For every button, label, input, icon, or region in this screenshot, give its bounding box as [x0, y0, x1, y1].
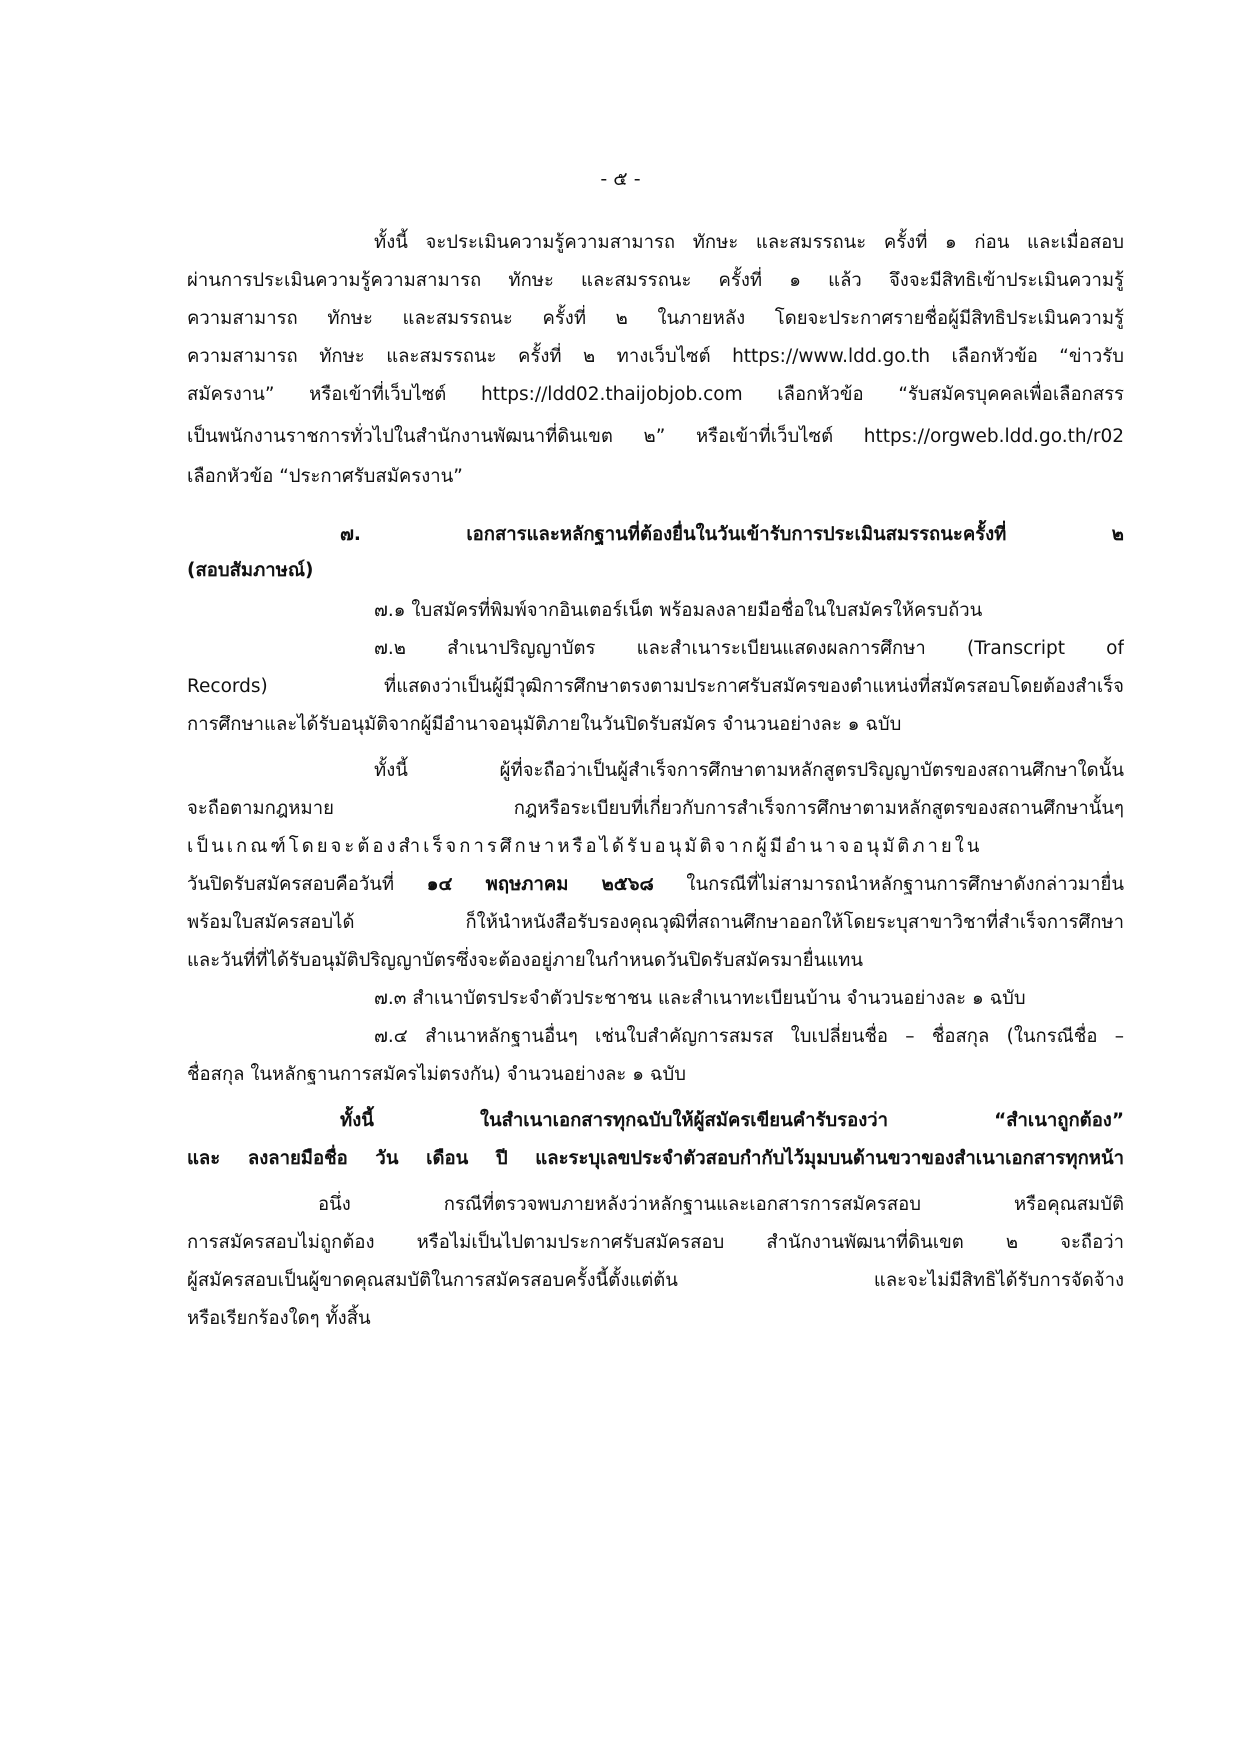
paragraph-line: ความสามารถ ทักษะ และสมรรถนะ ครั้งที่ ๒ ในภายหลัง โดยจะประกาศรายชื่อผู้มีสิทธิประเมินความรู้ — [187, 308, 1124, 329]
page-number: - ๕ - — [600, 168, 641, 190]
paragraph-line: เป็นพนักงานราชการทั่วไปในสำนักงานพัฒนาที่ดินเขต ๒” หรือเข้าที่เว็บไซต์ https://orgweb.ldd.go.th/r02 — [187, 426, 1124, 447]
note-line: จะถือตามกฎหมาย กฎหรือระเบียบที่เกี่ยวกับการสำเร็จการศึกษาตามหลักสูตรของสถานศึกษานั้นๆ — [187, 798, 1124, 819]
paragraph-line: สมัครงาน” หรือเข้าที่เว็บไซต์ https://ldd02.thaijobjob.com เลือกหัวข้อ “รับสมัครบุคคลเพื่อเลือกสรร — [187, 384, 1124, 405]
list-item: ๗.๒ สำเนาปริญญาบัตร และสำเนาระเบียนแสดงผลการศึกษา (Transcript of — [374, 638, 1124, 659]
note-line: พร้อมใบสมัครสอบได้ ก็ให้นำหนังสือรับรองคุณวุฒิที่สถานศึกษาออกให้โดยระบุสาขาวิชาที่สำเร็จการศึกษา — [187, 912, 1124, 933]
note-line: เป็นเกณฑ์โดยจะต้องสำเร็จการศึกษาหรือได้รับอนุมัติจากผู้มีอำนาจอนุมัติภายใน — [187, 836, 983, 857]
closing-line: การสมัครสอบไม่ถูกต้อง หรือไม่เป็นไปตามประกาศรับสมัครสอบ สำนักงานพัฒนาที่ดินเขต ๒ จะถือว่า — [187, 1232, 1124, 1253]
list-item-continued: Records) ที่แสดงว่าเป็นผู้มีวุฒิการศึกษาตรงตามประกาศรับสมัครของตำแหน่งที่สมัครสอบโดยต้องสำเร็จ — [187, 676, 1124, 697]
certify-line: ทั้งนี้ ในสำเนาเอกสารทุกฉบับให้ผู้สมัครเขียนคำรับรองว่า “สำเนาถูกต้อง” — [340, 1110, 1124, 1131]
note-line — [187, 870, 1124, 900]
note-line: และวันที่ที่ได้รับอนุมัติปริญญาบัตรซึ่งจะต้องอยู่ภายในกำหนดวันปิดรับสมัครมายื่นแทน — [187, 950, 863, 971]
paragraph-line: เลือกหัวข้อ “ประกาศรับสมัครงาน” — [187, 466, 463, 487]
list-item: ๗.๓ สำเนาบัตรประจำตัวประชาชน และสำเนาทะเบียนบ้าน จำนวนอย่างละ ๑ ฉบับ — [374, 988, 1026, 1009]
certify-line: และ ลงลายมือชื่อ วัน เดือน ปี และระบุเลขประจำตัวสอบกำกับไว้มุมบนด้านขวาของสำเนาเอกสารทุกหน้า — [187, 1148, 1124, 1169]
list-item: ๗.๑ ใบสมัครที่พิมพ์จากอินเตอร์เน็ต พร้อมลงลายมือชื่อในใบสมัครให้ครบถ้วน — [374, 600, 983, 621]
note-line: ทั้งนี้ ผู้ที่จะถือว่าเป็นผู้สำเร็จการศึกษาตามหลักสูตรปริญญาบัตรของสถานศึกษาใดนั้น — [374, 760, 1124, 781]
paragraph-line: ทั้งนี้ จะประเมินความรู้ความสามารถ ทักษะ และสมรรถนะ ครั้งที่ ๑ ก่อน และเมื่อสอบ — [374, 232, 1124, 253]
section-heading-continued: (สอบสัมภาษณ์) — [187, 560, 314, 581]
closing-line: หรือเรียกร้องใดๆ ทั้งสิ้น — [187, 1308, 371, 1329]
list-item-continued: ชื่อสกุล ในหลักฐานการสมัครไม่ตรงกัน) จำนวนอย่างละ ๑ ฉบับ — [187, 1064, 686, 1085]
paragraph-line: ผ่านการประเมินความรู้ความสามารถ ทักษะ และสมรรถนะ ครั้งที่ ๑ แล้ว จึงจะมีสิทธิเข้าประเมินความรู้ — [187, 270, 1124, 291]
paragraph-line: ความสามารถ ทักษะ และสมรรถนะ ครั้งที่ ๒ ทางเว็บไซต์ https://www.ldd.go.th เลือกหัวข้อ “ข่าวรับ — [187, 346, 1124, 367]
closing-line: ผู้สมัครสอบเป็นผู้ขาดคุณสมบัติในการสมัครสอบครั้งนี้ตั้งแต่ต้น และจะไม่มีสิทธิได้รับการจัดจ้าง — [187, 1270, 1124, 1291]
section-heading: ๗. เอกสารและหลักฐานที่ต้องยื่นในวันเข้ารับการประเมินสมรรถนะครั้งที่ ๒ — [340, 524, 1124, 545]
list-item: ๗.๔ สำเนาหลักฐานอื่นๆ เช่นใบสำคัญการสมรส ใบเปลี่ยนชื่อ – ชื่อสกุล (ในกรณีชื่อ – — [374, 1026, 1124, 1047]
closing-date: ๑๔ พฤษภาคม ๒๕๖๘ — [426, 874, 654, 895]
note-text: ในกรณีที่ไม่สามารถนำหลักฐานการศึกษาดังกล่าวมายื่น — [653, 874, 1124, 895]
note-text: วันปิดรับสมัครสอบคือวันที่ — [187, 874, 427, 895]
list-item-continued: การศึกษาและได้รับอนุมัติจากผู้มีอำนาจอนุมัติภายในวันปิดรับสมัคร จำนวนอย่างละ ๑ ฉบับ — [187, 714, 902, 735]
closing-line: อนึ่ง กรณีที่ตรวจพบภายหลังว่าหลักฐานและเอกสารการสมัครสอบ หรือคุณสมบัติ — [318, 1194, 1124, 1215]
